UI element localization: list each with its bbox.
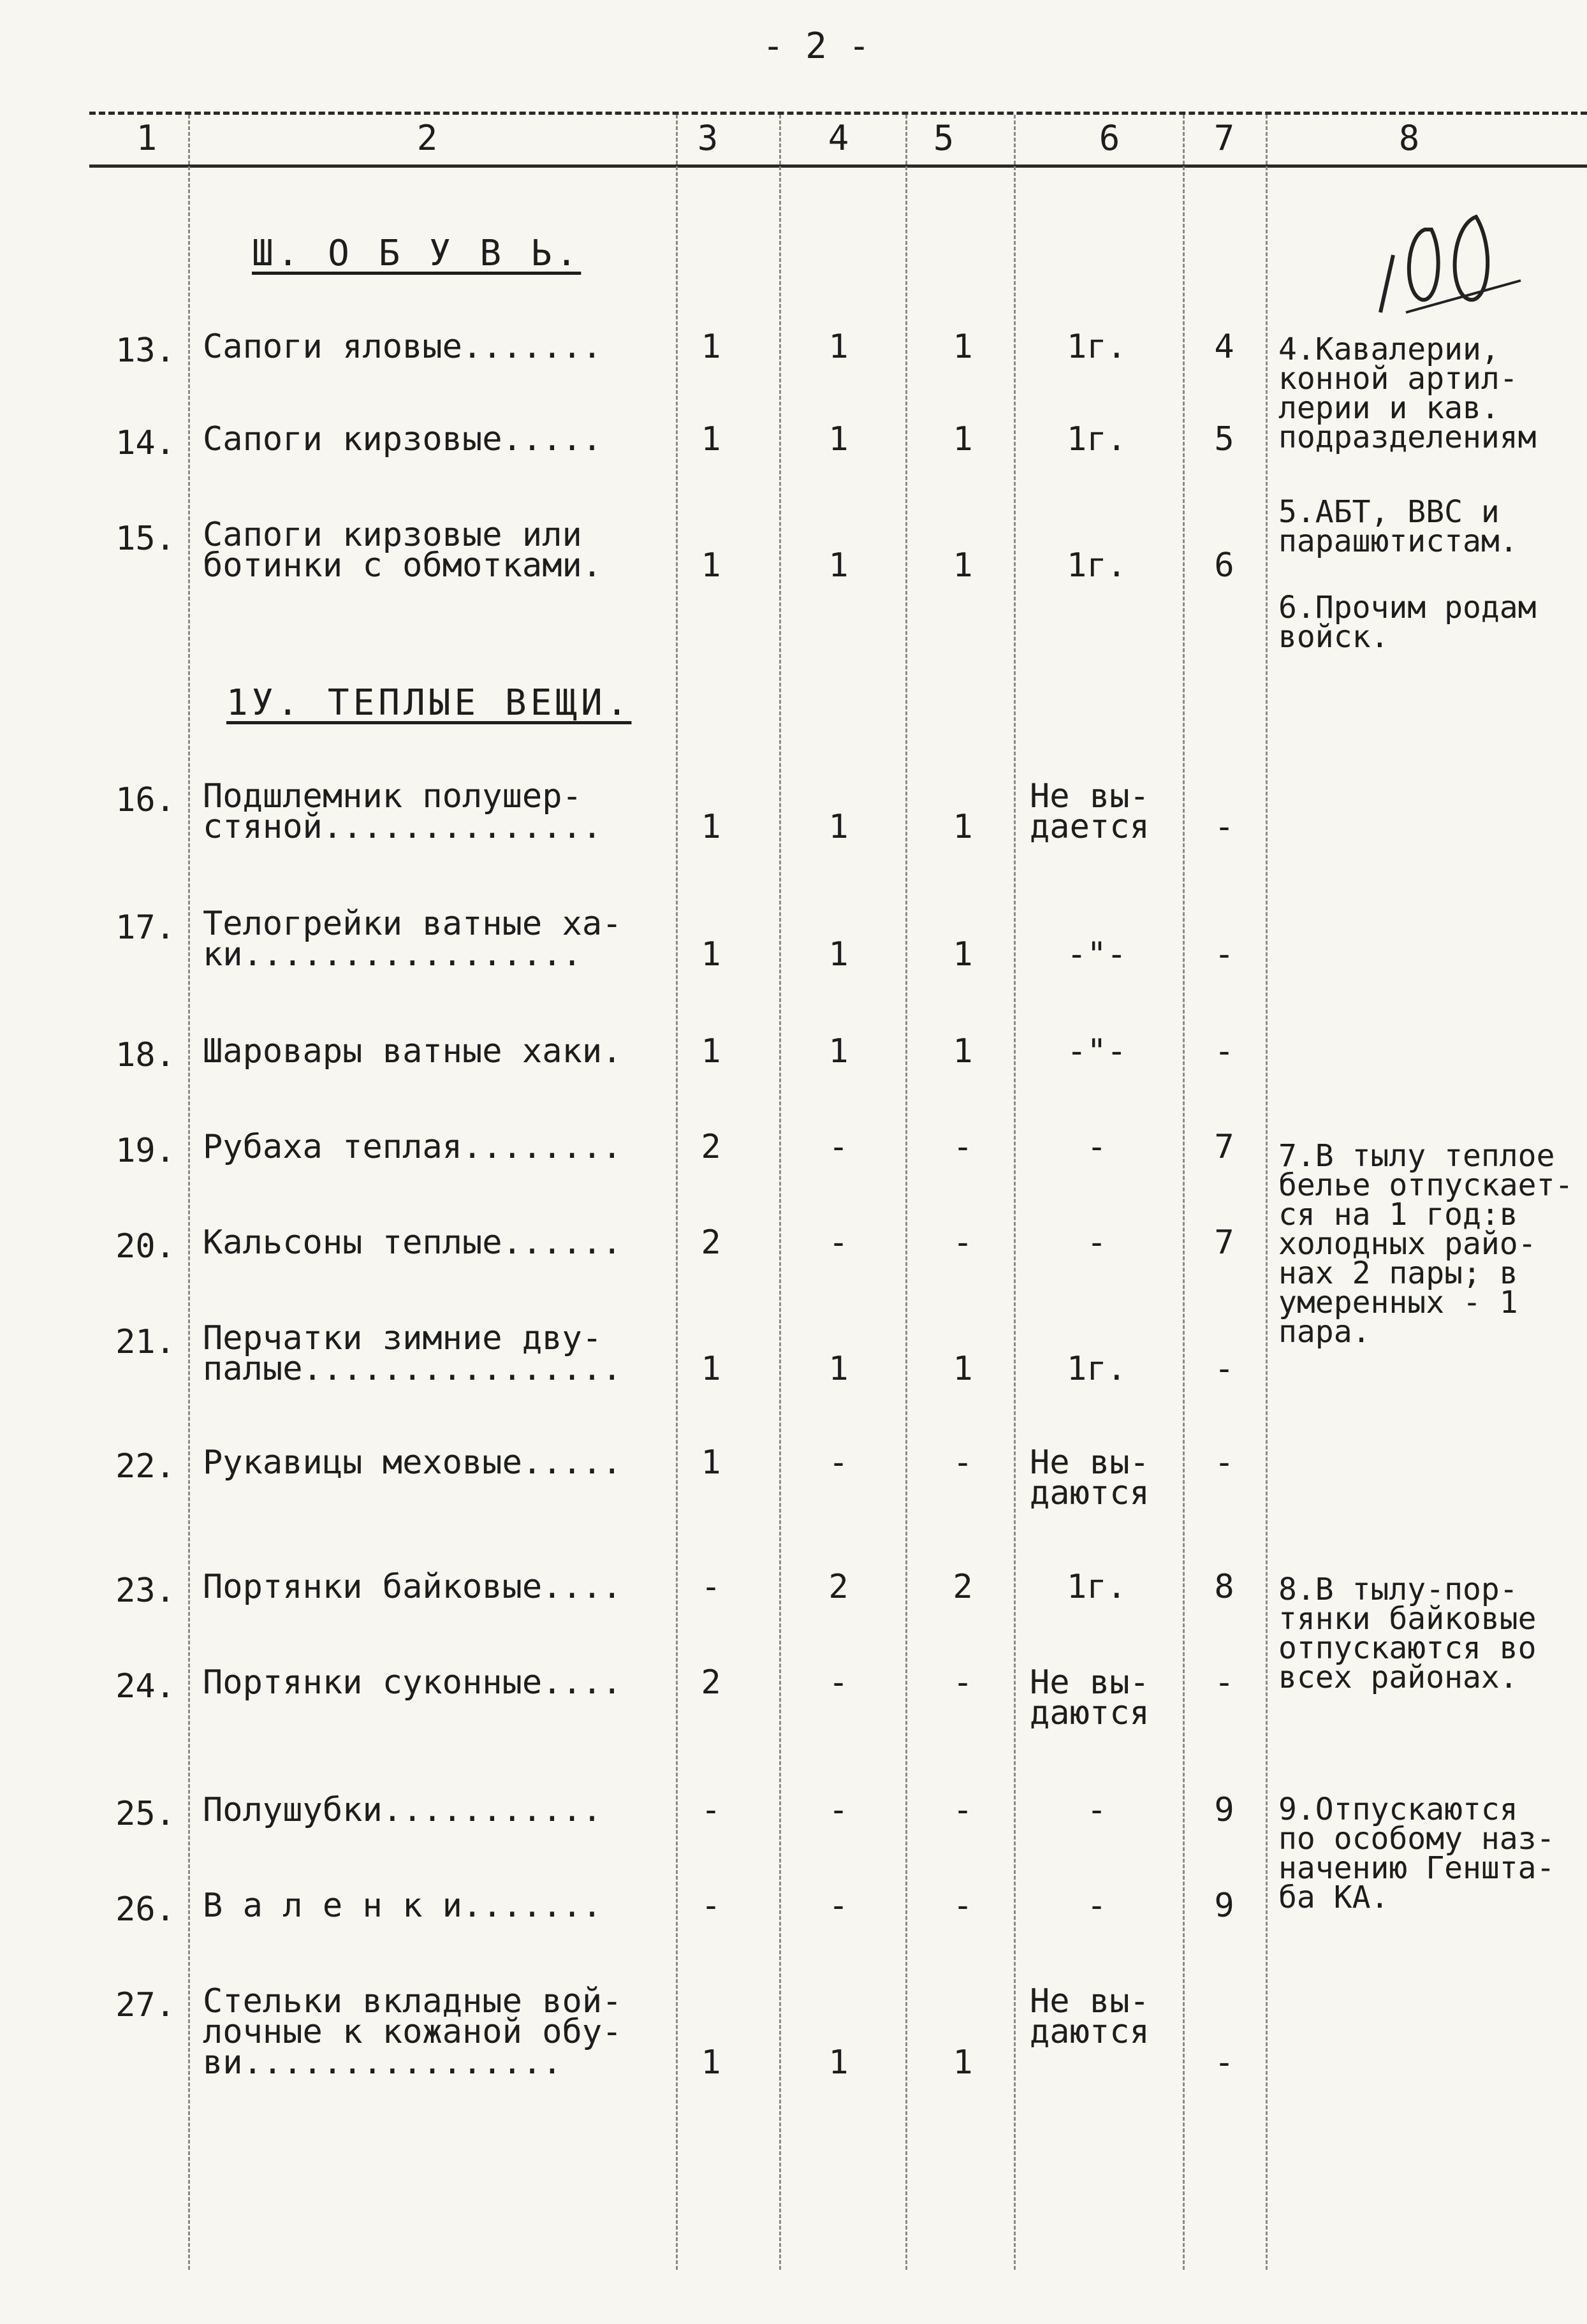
qty-col3: - [701, 1568, 721, 1606]
column-header-8: 8 [1398, 118, 1420, 158]
qty-col5: - [953, 1887, 973, 1925]
qty-col4: - [828, 1128, 849, 1166]
page-number: - 2 - [762, 26, 870, 67]
term-col6: - [1086, 1887, 1107, 1925]
item-name: Полушубки........... [203, 1791, 603, 1829]
row-number: 18. [115, 1036, 175, 1074]
footnote: 4.Кавалерии, конной артил- лерии и кав. подразделениям [1278, 332, 1537, 455]
note-ref-col7: - [1214, 935, 1234, 974]
header-bottom-rule [89, 164, 1587, 168]
note-ref-col7: - [1214, 1663, 1234, 1702]
column-divider [779, 115, 781, 2270]
item-name: Кальсоны теплые...... [203, 1224, 622, 1262]
qty-col3: 1 [701, 1032, 721, 1071]
qty-col3: 2 [701, 1663, 721, 1702]
item-name: Портянки суконные.... [203, 1663, 622, 1702]
qty-col5: 1 [953, 1350, 973, 1388]
qty-col3: 1 [701, 935, 721, 974]
qty-col5: 1 [953, 935, 973, 974]
footnote: 6.Прочим родам войск. [1278, 590, 1537, 655]
column-divider [905, 115, 907, 2270]
item-name: Сапоги кирзовые или ботинки с обмотками. [203, 516, 603, 585]
qty-col4: 1 [828, 2043, 849, 2082]
term-col6: - [1086, 1128, 1107, 1166]
row-number: 23. [115, 1572, 175, 1610]
column-divider [1014, 115, 1016, 2270]
term-col6: Не вы- даются [1030, 1443, 1150, 1512]
term-col6: 1г. [1067, 1568, 1127, 1606]
note-ref-col7: 6 [1214, 546, 1234, 585]
column-header-3: 3 [697, 118, 719, 158]
note-ref-col7: - [1214, 808, 1234, 846]
qty-col4: 1 [828, 546, 849, 585]
note-ref-col7: 5 [1214, 420, 1234, 458]
item-name: Портянки байковые.... [203, 1568, 622, 1606]
row-number: 15. [115, 520, 175, 558]
qty-col3: 1 [701, 2043, 721, 2082]
term-col6: 1г. [1067, 546, 1127, 585]
row-number: 19. [115, 1132, 175, 1170]
column-header-2: 2 [416, 118, 438, 158]
column-header-4: 4 [828, 118, 849, 158]
note-ref-col7: 4 [1214, 328, 1234, 366]
row-number: 25. [115, 1795, 175, 1833]
term-col6: 1г. [1067, 420, 1127, 458]
row-number: 20. [115, 1227, 175, 1266]
note-ref-col7: - [1214, 1350, 1234, 1388]
qty-col3: 2 [701, 1128, 721, 1166]
qty-col5: - [953, 1663, 973, 1702]
qty-col5: 1 [953, 1032, 973, 1071]
note-ref-col7: 9 [1214, 1887, 1234, 1925]
item-name: Стельки вкладные вой- лочные к кожаной обу- ви................ [203, 1982, 622, 2082]
item-name: В а л е н к и....... [203, 1887, 603, 1925]
qty-col4: 2 [828, 1568, 849, 1606]
qty-col3: 1 [701, 328, 721, 366]
qty-col4: - [828, 1663, 849, 1702]
term-col6: 1г. [1067, 1350, 1127, 1388]
note-ref-col7: - [1214, 1443, 1234, 1482]
qty-col3: 1 [701, 420, 721, 458]
item-name: Шаровары ватные хаки. [203, 1032, 622, 1071]
footnote: 8.В тылу-пор- тянки байковые отпускаются во всех районах. [1278, 1572, 1537, 1695]
column-header-5: 5 [933, 118, 954, 158]
qty-col4: 1 [828, 935, 849, 974]
column-divider [188, 115, 190, 2270]
item-name: Перчатки зимние дву- палые................ [203, 1319, 622, 1388]
qty-col4: 1 [828, 328, 849, 366]
column-header-1: 1 [136, 118, 157, 158]
qty-col5: 2 [953, 1568, 973, 1606]
qty-col5: 1 [953, 420, 973, 458]
qty-col3: 1 [701, 546, 721, 585]
term-col6: Не вы- даются [1030, 1663, 1150, 1732]
qty-col3: 1 [701, 1350, 721, 1388]
qty-col5: 1 [953, 2043, 973, 2082]
column-header-7: 7 [1213, 118, 1235, 158]
qty-col5: - [953, 1224, 973, 1262]
qty-col4: 1 [828, 808, 849, 846]
section-title-footwear: Ш. О Б У В Ь. [252, 233, 581, 274]
qty-col4: - [828, 1791, 849, 1829]
row-number: 21. [115, 1323, 175, 1361]
item-name: Сапоги кирзовые..... [203, 420, 603, 458]
qty-col3: - [701, 1887, 721, 1925]
note-ref-col7: 7 [1214, 1224, 1234, 1262]
handwritten-page-mark [1368, 191, 1559, 319]
qty-col4: - [828, 1887, 849, 1925]
term-col6: - [1086, 1224, 1107, 1262]
column-header-6: 6 [1099, 118, 1120, 158]
row-number: 24. [115, 1667, 175, 1706]
row-number: 17. [115, 909, 175, 947]
qty-col4: 1 [828, 1350, 849, 1388]
section-title-warm-clothes: 1У. ТЕПЛЫЕ ВЕЩИ. [226, 682, 632, 724]
row-number: 14. [115, 424, 175, 462]
note-ref-col7: 8 [1214, 1568, 1234, 1606]
note-ref-col7: 7 [1214, 1128, 1234, 1166]
header-top-rule [89, 112, 1587, 115]
term-col6: -"- [1067, 935, 1127, 974]
row-number: 27. [115, 1986, 175, 2024]
qty-col5: - [953, 1128, 973, 1166]
term-col6: 1г. [1067, 328, 1127, 366]
footnote: 7.В тылу теплое белье отпускает- ся на 1 год:в холодных райо- нах 2 пары; в умеренных - 1 пара. [1278, 1138, 1574, 1350]
qty-col3: 1 [701, 808, 721, 846]
qty-col3: 2 [701, 1224, 721, 1262]
qty-col3: 1 [701, 1443, 721, 1482]
item-name: Рубаха теплая........ [203, 1128, 622, 1166]
qty-col5: 1 [953, 546, 973, 585]
item-name: Телогрейки ватные ха- ки................. [203, 905, 622, 974]
row-number: 16. [115, 781, 175, 819]
row-number: 22. [115, 1447, 175, 1486]
qty-col3: - [701, 1791, 721, 1829]
item-name: Рукавицы меховые..... [203, 1443, 622, 1482]
term-col6: -"- [1067, 1032, 1127, 1071]
qty-col5: - [953, 1443, 973, 1482]
qty-col5: 1 [953, 808, 973, 846]
qty-col4: - [828, 1443, 849, 1482]
qty-col4: 1 [828, 1032, 849, 1071]
footnote: 5.АБТ, ВВС и парашютистам. [1278, 494, 1518, 559]
term-col6: Не вы- даются [1030, 1982, 1150, 2051]
note-ref-col7: 9 [1214, 1791, 1234, 1829]
qty-col5: - [953, 1791, 973, 1829]
term-col6: Не вы- дается [1030, 777, 1150, 846]
row-number: 26. [115, 1890, 175, 1929]
qty-col4: - [828, 1224, 849, 1262]
item-name: Сапоги яловые....... [203, 328, 603, 366]
note-ref-col7: - [1214, 1032, 1234, 1071]
qty-col4: 1 [828, 420, 849, 458]
term-col6: - [1086, 1791, 1107, 1829]
note-ref-col7: - [1214, 2043, 1234, 2082]
qty-col5: 1 [953, 328, 973, 366]
item-name: Подшлемник полушер- стяной.............. [203, 777, 603, 846]
footnote: 9.Отпускаются по особому наз- начению Геншта- ба КА. [1278, 1792, 1555, 1915]
row-number: 13. [115, 332, 175, 370]
